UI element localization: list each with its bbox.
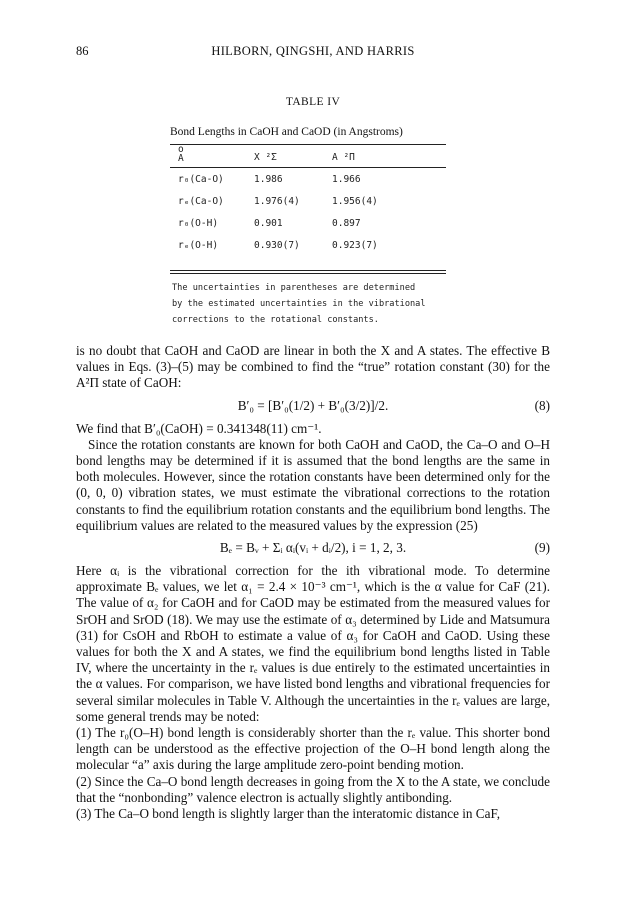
page-header [76,44,550,62]
table-row [170,196,446,218]
row-label: rₑ(Ca-O) [178,196,224,207]
header-x-state: X ²Σ [254,152,277,163]
table-bottom-rule [170,270,446,274]
running-title: HILBORN, QINGSHI, AND HARRIS [211,44,415,58]
table-footnote [170,280,446,328]
row-a-value: 0.897 [332,218,361,229]
row-label: rₑ(O-H) [178,240,219,251]
row-a-value: 1.956(4) [332,196,378,207]
header-unit-ring: o [178,144,184,155]
header-unit [178,145,184,163]
row-a-value: 1.966 [332,174,361,185]
row-a-value: 0.923(7) [332,240,378,251]
body-text [76,343,550,822]
table-row [170,218,446,240]
equation-8 [76,395,550,419]
paragraph: Here αᵢ is the vibrational correction for the ith vibrational mode. To determine approximate Bₑ values, we let α₁ = 2.4 × 10⁻³ cm⁻¹, which is the α value for CaF (21). The value of α₂ for CaOH and for CaOD may be estimated from the measured values for SrOH and SrOD (18). We may use the estimate of α₃ determined by Lide and Matsumura (31) for CsOH and RbOH to estimate a value of α₃ for CaOH and CaOD. Using these values for both the X and A states, we find the equilibrium bond lengths listed in Table IV, where the uncertainty in the rₑ values is due entirely to the estimated uncertainties in the α values. For comparison, we have listed bond lengths and vibrational frequencies for several similar molecules in Table V. Although the uncertainties in the rₑ values are large, some general trends may be noted: [76,563,550,724]
paragraph: Since the rotation constants are known for both CaOH and CaOD, the Ca–O and O–H bond lengths may be determined if it is assumed that the bond lengths are the same in both molecules. However, since the rotation constants have been determined only for the (0, 0, 0) vibration states, we must estimate the vibrational corrections to the rotation constants to find the equilibrium rotation constants and the equilibrium bond lengths. The equilibrium values are related to the measured values by the expression (25) [76,436,550,533]
footnote-line: by the estimated uncertainties in the vibrational [172,299,426,309]
table-row [170,174,446,196]
footnote-line: The uncertainties in parentheses are determined [172,283,416,293]
equation-number: (9) [534,540,550,556]
equation-body: Bₑ = Bᵥ + Σᵢ αᵢ(vᵢ + dᵢ/2), i = 1, 2, 3. [219,540,407,556]
footnote-line: corrections to the rotational constants. [172,315,379,325]
header-a-state: A ²Π [332,152,355,163]
paragraph: We find that B′₀(CaOH) = 0.341348(11) cm⁻¹. [76,420,322,436]
page-number: 86 [76,44,89,58]
table-row [170,240,446,262]
row-label: r₀(Ca-O) [178,174,224,185]
equation-body: B′₀ = [B′₀(1/2) + B′₀(3/2)]/2. [237,397,389,413]
bond-length-table [170,144,446,328]
row-label: r₀(O-H) [178,218,219,229]
paragraph: (1) The r₀(O–H) bond length is considerably shorter than the rₑ value. This shorter bond length can be understood as the effective projection of the O–H bond length along the molecular “a” axis during the large amplitude zero-point bending motion. [76,725,550,773]
row-x-value: 0.901 [254,218,283,229]
table-label: TABLE IV [285,96,341,108]
row-x-value: 1.976(4) [254,196,300,207]
row-x-value: 1.986 [254,174,283,185]
equation-9 [76,537,550,561]
header-unit-letter: A [178,153,184,164]
paragraph: is no doubt that CaOH and CaOD are linear in both the X and A states. The effective B values in Eqs. (3)–(5) may be combined to find the “true” rotation constant (30) for the A²Π state of CaOH: [76,343,550,391]
table-header-row [170,145,446,167]
paragraph: (3) The Ca–O bond length is slightly larger than the interatomic distance in CaF, [76,806,501,822]
table-caption: Bond Lengths in CaOH and CaOD (in Angstroms) [170,126,403,138]
paragraph: (2) Since the Ca–O bond length decreases in going from the X to the A state, we conclude that the “nonbonding” valence electron is actually slightly antibonding. [76,773,550,805]
row-x-value: 0.930(7) [254,240,300,251]
equation-number: (8) [534,397,550,413]
